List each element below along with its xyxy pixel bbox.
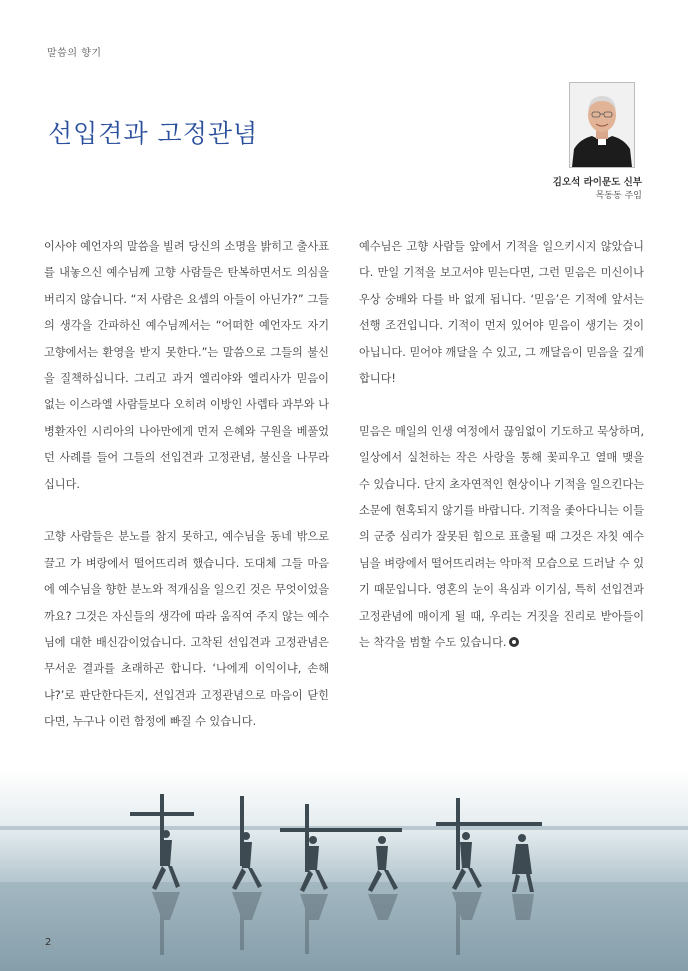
right-column — [359, 234, 644, 683]
page-number: 2 — [45, 937, 52, 948]
paragraph: 이사야 예언자의 말씀을 빌려 당신의 소명을 밝히고 출사표를 내놓으신 예수님께 고향 사람들은 탄복하면서도 의심을 버리지 않습니다. “저 사람은 요셉의 아들이 아닌가?” 그들의 생각을 간파하신 예수님께서는 “어떠한 예언자도 자기 고향에서는 환영을 받지 못한다.”는 말씀으로 그들의 불신을 질책하십니다. 그리고 과거 엘리야와 엘리사가 믿음이 없는 이스라엘 사람들보다 오히려 이방인 사렙타 과부와 나병환자인 시리아의 나아만에게 먼저 은혜와 구원을 베풀었던 사례를 들어 그들의 선입견과 고정관념, 불신을 나무라십니다. — [44, 240, 329, 491]
article-title: 선입견과 고정관념 — [48, 119, 259, 148]
section-label: 말씀의 향기 — [47, 48, 102, 59]
author-portrait — [569, 82, 635, 168]
end-mark-icon — [509, 637, 519, 647]
pilgrims-photo — [0, 770, 688, 971]
paragraph: 고향 사람들은 분노를 참지 못하고, 예수님을 동네 밖으로 끌고 가 벼랑에서 떨어뜨리려 했습니다. 도대체 그들 마음에 예수님을 향한 분노와 적개심을 일으킨 것은 무엇이었을까요? 그것은 자신들의 생각에 따라 움직여 주지 않는 예수님에 대한 배신감이었습니다. 고착된 선입견과 고정관념은 무서운 결과를 초래하곤 합니다. ‘나에게 이익이냐, 손해냐?’로 판단한다든지, 선입견과 고정관념으로 마음이 닫힌다면, 누구나 이런 함정에 빠질 수 있습니다. — [44, 530, 329, 729]
paragraph-last — [359, 419, 644, 657]
paragraph-text: 믿음은 매일의 인생 여정에서 끊임없이 기도하고 묵상하며, 일상에서 실천하는 작은 사랑을 통해 꽃피우고 열매 맺을 수 있습니다. 단지 초자연적인 현상이나 기적을 일으킨다는 소문에 현혹되지 않기를 바랍니다. 기적을 좇아다니는 이들의 군중 심리가 잘못된 힘으로 표출될 때 그것은 자칫 예수님을 벼랑에서 떨어뜨리려는 악마적 모습으로 드러날 수 있기 때문입니다. 영혼의 눈이 욕심과 이기심, 특히 선입견과 고정관념에 매이게 될 때, 우리는 거짓을 진리로 받아들이는 착각을 범할 수도 있습니다. — [359, 424, 644, 650]
author-name: 김오석 라이문도 신부 — [552, 177, 642, 188]
left-column — [44, 234, 329, 762]
author-role: 목동동 주임 — [595, 191, 642, 201]
paragraph: 예수님은 고향 사람들 앞에서 기적을 일으키시지 않았습니다. 만일 기적을 보고서야 믿는다면, 그런 믿음은 미신이나 우상 숭배와 다를 바 없게 됩니다. ‘믿음’은 기적에 앞서는 선행 조건입니다. 기적이 먼저 있어야 믿음이 생기는 것이 아닙니다. 믿어야 깨달을 수 있고, 그 깨달음이 믿음을 깊게 합니다! — [359, 240, 644, 386]
